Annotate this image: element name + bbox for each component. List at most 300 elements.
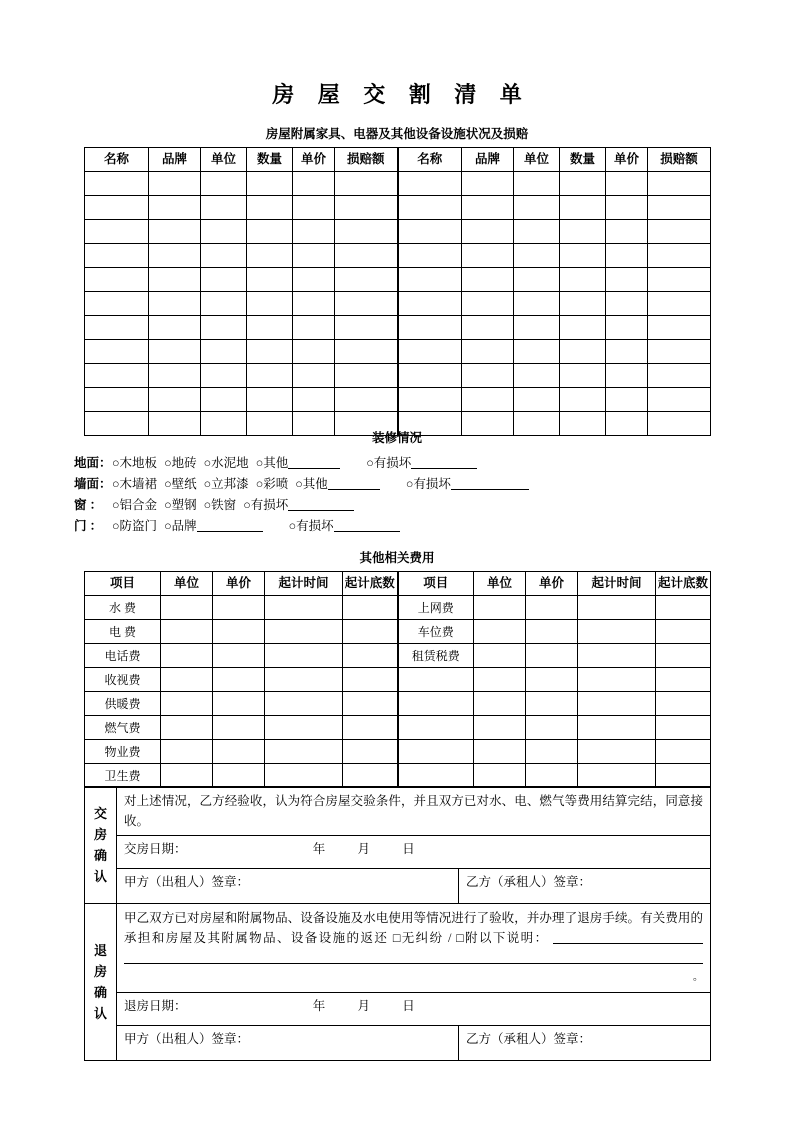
furniture-cell[interactable] <box>247 196 293 220</box>
furniture-cell[interactable] <box>398 364 462 388</box>
checkout-month-label: 月 <box>357 999 371 1013</box>
decoration-option-radio[interactable]: ○水泥地 <box>203 456 249 470</box>
fees-cell[interactable] <box>213 716 265 740</box>
decoration-option-radio[interactable]: ○地砖 <box>164 456 197 470</box>
furniture-cell[interactable] <box>335 364 398 388</box>
decoration-option-radio[interactable]: ○木墙裙 <box>112 477 158 491</box>
furniture-cell[interactable] <box>85 340 149 364</box>
checkbox-with-note[interactable]: □附以下说明： <box>456 931 549 945</box>
furniture-cell[interactable] <box>462 340 514 364</box>
furniture-cell[interactable] <box>293 268 335 292</box>
furniture-cell[interactable] <box>462 316 514 340</box>
checkout-body-row <box>85 904 711 993</box>
furniture-cell[interactable] <box>398 292 462 316</box>
furniture-cell[interactable] <box>247 220 293 244</box>
furniture-cell[interactable] <box>606 388 648 412</box>
handover-party-a-signature[interactable]: 甲方（出租人）签章： <box>117 869 459 904</box>
fees-cell[interactable] <box>656 692 711 716</box>
fees-cell[interactable] <box>474 668 526 692</box>
decoration-damage-blank[interactable] <box>334 531 400 532</box>
furniture-cell[interactable] <box>247 316 293 340</box>
table-row <box>85 340 711 364</box>
furniture-cell[interactable] <box>85 268 149 292</box>
fees-cell[interactable] <box>578 740 656 764</box>
furniture-cell[interactable] <box>648 268 711 292</box>
furniture-cell[interactable] <box>648 388 711 412</box>
furniture-cell[interactable] <box>560 316 606 340</box>
fees-cell[interactable] <box>343 620 398 644</box>
table-row <box>85 644 711 668</box>
furniture-cell[interactable] <box>335 196 398 220</box>
furniture-cell[interactable] <box>648 196 711 220</box>
fees-cell[interactable] <box>265 764 343 788</box>
decoration-other-radio[interactable]: ○其他 <box>295 477 328 491</box>
furniture-cell[interactable] <box>606 196 648 220</box>
checkout-body-text: 甲乙双方已对房屋和附属物品、设备设施及水电使用等情况进行了验收，并办理了退房手续。有关费用的承担和房屋及其附属物品、设备设施的返还 <box>124 911 704 945</box>
furniture-cell[interactable] <box>293 244 335 268</box>
furniture-col-price-left: 单价 <box>293 148 335 172</box>
fees-cell[interactable] <box>213 620 265 644</box>
checkout-date-cell[interactable] <box>117 993 711 1026</box>
furniture-cell[interactable] <box>201 388 247 412</box>
furniture-cell[interactable] <box>560 364 606 388</box>
decoration-damage-radio[interactable]: ○有损坏 <box>405 477 451 491</box>
decoration-line <box>74 495 720 516</box>
fees-cell[interactable] <box>526 596 578 620</box>
furniture-cell[interactable] <box>201 172 247 196</box>
fees-cell[interactable] <box>526 740 578 764</box>
furniture-col-name-right: 名称 <box>398 148 462 172</box>
decoration-option-radio[interactable]: ○铁窗 <box>203 498 237 512</box>
fees-cell[interactable] <box>526 644 578 668</box>
decoration-lines <box>74 453 720 537</box>
fees-cell[interactable] <box>474 716 526 740</box>
furniture-cell[interactable] <box>149 172 201 196</box>
fees-cell[interactable] <box>578 668 656 692</box>
table-row <box>85 692 711 716</box>
fees-item-label-left: 卫生费 <box>85 764 161 788</box>
furniture-cell[interactable] <box>514 244 560 268</box>
fees-cell[interactable] <box>656 716 711 740</box>
table-row <box>85 292 711 316</box>
furniture-cell[interactable] <box>560 268 606 292</box>
furniture-cell[interactable] <box>293 316 335 340</box>
furniture-cell[interactable] <box>514 316 560 340</box>
furniture-cell[interactable] <box>293 196 335 220</box>
table-row <box>85 316 711 340</box>
fees-cell[interactable] <box>161 692 213 716</box>
furniture-col-damage-left: 损赔额 <box>335 148 398 172</box>
furniture-cell[interactable] <box>398 388 462 412</box>
furniture-cell[interactable] <box>247 292 293 316</box>
checkout-note-blank-line-2[interactable] <box>124 963 703 964</box>
fees-cell[interactable] <box>343 692 398 716</box>
decoration-line-label: 门 ： <box>74 519 103 533</box>
fees-item-label-left: 水 费 <box>85 596 161 620</box>
fees-cell[interactable] <box>656 620 711 644</box>
fees-cell[interactable] <box>343 644 398 668</box>
furniture-cell[interactable] <box>85 364 149 388</box>
furniture-cell[interactable] <box>247 340 293 364</box>
furniture-cell[interactable] <box>514 292 560 316</box>
furniture-cell[interactable] <box>606 172 648 196</box>
checkout-date-row <box>85 993 711 1026</box>
fees-cell[interactable] <box>656 596 711 620</box>
furniture-col-qty-left: 数量 <box>247 148 293 172</box>
handover-vlabel-char-1: 交 <box>93 806 107 821</box>
fees-cell[interactable] <box>578 644 656 668</box>
fees-item-label-right <box>398 716 474 740</box>
furniture-cell[interactable] <box>398 268 462 292</box>
furniture-cell[interactable] <box>560 220 606 244</box>
furniture-cell[interactable] <box>335 244 398 268</box>
furniture-cell[interactable] <box>149 388 201 412</box>
fees-cell[interactable] <box>474 644 526 668</box>
furniture-cell[interactable] <box>247 172 293 196</box>
checkbox-no-dispute[interactable]: □无纠纷 <box>392 931 444 945</box>
furniture-cell[interactable] <box>201 196 247 220</box>
page-title: 房 屋 交 割 清 单 <box>272 82 531 107</box>
fees-cell[interactable] <box>526 620 578 644</box>
fees-cell[interactable] <box>161 764 213 788</box>
checkout-party-b-signature[interactable]: 乙方（承租人）签章： <box>459 1026 711 1061</box>
fees-item-label-right <box>398 692 474 716</box>
fees-cell[interactable] <box>161 620 213 644</box>
handover-date-label: 交房日期： <box>124 842 187 856</box>
furniture-cell[interactable] <box>606 364 648 388</box>
decoration-damage-blank[interactable] <box>451 489 529 490</box>
table-row <box>85 268 711 292</box>
fees-cell[interactable] <box>578 716 656 740</box>
furniture-cell[interactable] <box>335 220 398 244</box>
furniture-cell[interactable] <box>85 220 149 244</box>
decoration-option-radio[interactable]: ○防盗门 <box>112 519 158 533</box>
fees-cell[interactable] <box>161 644 213 668</box>
furniture-col-brand-left: 品牌 <box>149 148 201 172</box>
furniture-cell[interactable] <box>293 220 335 244</box>
checkout-note-blank-line-1[interactable] <box>553 943 703 944</box>
furniture-cell[interactable] <box>462 220 514 244</box>
decoration-other-radio[interactable]: ○品牌 <box>164 519 197 533</box>
furniture-cell[interactable] <box>85 388 149 412</box>
fees-cell[interactable] <box>343 716 398 740</box>
decoration-option-radio[interactable]: ○木地板 <box>112 456 158 470</box>
furniture-cell[interactable] <box>293 292 335 316</box>
fees-cell[interactable] <box>265 692 343 716</box>
fees-cell[interactable] <box>526 764 578 788</box>
furniture-col-price-right: 单价 <box>606 148 648 172</box>
fees-cell[interactable] <box>265 740 343 764</box>
decoration-line-label: 墙面： <box>74 477 112 491</box>
furniture-cell[interactable] <box>462 364 514 388</box>
fees-table <box>84 571 711 788</box>
handover-month-label: 月 <box>357 842 371 856</box>
fees-cell[interactable] <box>343 668 398 692</box>
furniture-cell[interactable] <box>85 244 149 268</box>
furniture-cell[interactable] <box>648 244 711 268</box>
checkout-body-cell <box>117 904 711 993</box>
furniture-cell[interactable] <box>560 292 606 316</box>
furniture-cell[interactable] <box>149 316 201 340</box>
fees-item-label-left: 电 费 <box>85 620 161 644</box>
decoration-other-blank[interactable] <box>288 468 340 469</box>
furniture-cell[interactable] <box>560 196 606 220</box>
furniture-cell[interactable] <box>398 244 462 268</box>
furniture-cell[interactable] <box>560 244 606 268</box>
furniture-cell[interactable] <box>606 316 648 340</box>
fees-item-label-left: 电话费 <box>85 644 161 668</box>
fees-cell[interactable] <box>161 716 213 740</box>
furniture-cell[interactable] <box>648 316 711 340</box>
furniture-cell[interactable] <box>335 316 398 340</box>
fees-item-label-right: 车位费 <box>398 620 474 644</box>
furniture-cell[interactable] <box>398 220 462 244</box>
fees-cell[interactable] <box>343 764 398 788</box>
decoration-section <box>74 428 720 537</box>
fees-item-label-right <box>398 740 474 764</box>
furniture-cell[interactable] <box>85 196 149 220</box>
furniture-cell[interactable] <box>293 388 335 412</box>
fees-col-item-right: 项目 <box>398 572 474 596</box>
furniture-cell[interactable] <box>201 292 247 316</box>
decoration-other-radio[interactable]: ○其他 <box>255 456 289 470</box>
decoration-line <box>74 453 720 474</box>
furniture-cell[interactable] <box>462 292 514 316</box>
table-row <box>85 668 711 692</box>
handover-vlabel-char-2: 房 <box>93 827 107 842</box>
furniture-cell[interactable] <box>293 340 335 364</box>
furniture-cell[interactable] <box>462 172 514 196</box>
fees-cell[interactable] <box>265 716 343 740</box>
decoration-option-radio[interactable]: ○立邦漆 <box>203 477 249 491</box>
fees-col-price-left: 单价 <box>213 572 265 596</box>
furniture-cell[interactable] <box>85 292 149 316</box>
fees-cell[interactable] <box>578 596 656 620</box>
furniture-cell[interactable] <box>462 388 514 412</box>
checkout-year-label: 年 <box>312 999 326 1013</box>
decoration-other-blank[interactable] <box>328 489 380 490</box>
fees-cell[interactable] <box>213 596 265 620</box>
furniture-cell[interactable] <box>514 340 560 364</box>
fees-cell[interactable] <box>343 596 398 620</box>
furniture-cell[interactable] <box>398 172 462 196</box>
table-row <box>85 364 711 388</box>
furniture-cell[interactable] <box>149 220 201 244</box>
furniture-cell[interactable] <box>149 196 201 220</box>
handover-day-label: 日 <box>402 842 415 856</box>
furniture-cell[interactable] <box>201 316 247 340</box>
fees-cell[interactable] <box>265 620 343 644</box>
fees-item-label-right: 上网费 <box>398 596 474 620</box>
fees-cell[interactable] <box>526 716 578 740</box>
furniture-cell[interactable] <box>149 268 201 292</box>
furniture-cell[interactable] <box>560 172 606 196</box>
furniture-cell[interactable] <box>335 268 398 292</box>
confirmation-table <box>84 786 711 1061</box>
fees-item-label-left: 收视费 <box>85 668 161 692</box>
fees-cell[interactable] <box>213 668 265 692</box>
decoration-option-radio[interactable]: ○彩喷 <box>255 477 289 491</box>
furniture-cell[interactable] <box>85 316 149 340</box>
fees-cell[interactable] <box>161 668 213 692</box>
fees-cell[interactable] <box>526 692 578 716</box>
handover-vlabel-char-3: 确 <box>93 848 107 863</box>
table-row <box>85 220 711 244</box>
furniture-cell[interactable] <box>462 196 514 220</box>
fees-cell[interactable] <box>474 764 526 788</box>
furniture-cell[interactable] <box>648 364 711 388</box>
fees-section <box>84 548 710 788</box>
furniture-cell[interactable] <box>293 172 335 196</box>
table-row <box>85 620 711 644</box>
furniture-cell[interactable] <box>201 340 247 364</box>
fees-cell[interactable] <box>578 620 656 644</box>
fees-col-starttime-right: 起计时间 <box>578 572 656 596</box>
furniture-cell[interactable] <box>560 388 606 412</box>
furniture-cell[interactable] <box>247 388 293 412</box>
furniture-cell[interactable] <box>648 172 711 196</box>
furniture-cell[interactable] <box>462 244 514 268</box>
furniture-cell[interactable] <box>648 220 711 244</box>
fees-header-row <box>85 572 711 596</box>
checkout-party-a-signature[interactable]: 甲方（出租人）签章： <box>117 1026 459 1061</box>
handover-date-cell[interactable] <box>117 836 711 869</box>
fees-item-label-right <box>398 764 474 788</box>
fees-cell[interactable] <box>213 692 265 716</box>
furniture-cell[interactable] <box>648 340 711 364</box>
fees-col-startbase-left: 起计底数 <box>343 572 398 596</box>
furniture-cell[interactable] <box>398 196 462 220</box>
table-row <box>85 596 711 620</box>
fees-col-starttime-left: 起计时间 <box>265 572 343 596</box>
furniture-cell[interactable] <box>335 172 398 196</box>
fees-cell[interactable] <box>161 740 213 764</box>
fees-cell[interactable] <box>474 620 526 644</box>
decoration-other-blank[interactable] <box>197 531 263 532</box>
furniture-cell[interactable] <box>606 340 648 364</box>
furniture-cell[interactable] <box>247 244 293 268</box>
handover-party-b-signature[interactable]: 乙方（承租人）签章： <box>459 869 711 904</box>
handover-body-text: 对上述情况，乙方经验收，认为符合房屋交验条件，并且双方已对水、电、燃气等费用结算完结，同意接收。 <box>117 787 711 836</box>
fees-col-unit-left: 单位 <box>161 572 213 596</box>
furniture-cell[interactable] <box>149 244 201 268</box>
fees-cell[interactable] <box>656 740 711 764</box>
fees-item-label-left: 供暖费 <box>85 692 161 716</box>
fees-cell[interactable] <box>265 644 343 668</box>
furniture-cell[interactable] <box>201 364 247 388</box>
fees-table-body <box>85 596 711 788</box>
decoration-damage-radio[interactable]: ○有损坏 <box>243 498 289 512</box>
fees-cell[interactable] <box>343 740 398 764</box>
fees-col-unit-right: 单位 <box>474 572 526 596</box>
furniture-col-qty-right: 数量 <box>560 148 606 172</box>
fees-col-price-right: 单价 <box>526 572 578 596</box>
fees-cell[interactable] <box>656 764 711 788</box>
furniture-cell[interactable] <box>247 364 293 388</box>
fees-cell[interactable] <box>474 596 526 620</box>
furniture-cell[interactable] <box>514 172 560 196</box>
decoration-line-label: 地面： <box>74 456 112 470</box>
fees-col-item-left: 项目 <box>85 572 161 596</box>
furniture-cell[interactable] <box>247 268 293 292</box>
furniture-col-damage-right: 损赔额 <box>648 148 711 172</box>
fees-cell[interactable] <box>526 668 578 692</box>
fees-cell[interactable] <box>213 740 265 764</box>
furniture-col-unit-right: 单位 <box>514 148 560 172</box>
furniture-cell[interactable] <box>606 244 648 268</box>
furniture-cell[interactable] <box>201 268 247 292</box>
checkout-vlabel-char-3: 确 <box>93 985 107 1000</box>
furniture-cell[interactable] <box>398 316 462 340</box>
fees-cell[interactable] <box>474 740 526 764</box>
furniture-cell[interactable] <box>201 244 247 268</box>
fees-cell[interactable] <box>656 644 711 668</box>
furniture-header-row <box>85 148 711 172</box>
fees-cell[interactable] <box>265 668 343 692</box>
furniture-cell[interactable] <box>606 268 648 292</box>
handover-body-row <box>85 787 711 836</box>
fees-cell[interactable] <box>578 692 656 716</box>
checkout-vlabel-char-2: 房 <box>93 964 107 979</box>
fees-item-label-right: 租赁税费 <box>398 644 474 668</box>
fees-cell[interactable] <box>578 764 656 788</box>
decoration-line <box>74 516 720 537</box>
decoration-line-label: 窗 ： <box>74 498 103 512</box>
handover-date-row <box>85 836 711 869</box>
furniture-cell[interactable] <box>514 388 560 412</box>
furniture-cell[interactable] <box>335 340 398 364</box>
fees-cell[interactable] <box>474 692 526 716</box>
decoration-option-radio[interactable]: ○塑钢 <box>164 498 197 512</box>
furniture-cell[interactable] <box>201 220 247 244</box>
furniture-cell[interactable] <box>149 292 201 316</box>
furniture-cell[interactable] <box>560 340 606 364</box>
furniture-cell[interactable] <box>514 268 560 292</box>
fees-cell[interactable] <box>656 668 711 692</box>
furniture-cell[interactable] <box>606 220 648 244</box>
fees-cell[interactable] <box>265 596 343 620</box>
furniture-cell[interactable] <box>462 268 514 292</box>
furniture-cell[interactable] <box>293 364 335 388</box>
furniture-cell[interactable] <box>606 292 648 316</box>
handover-signature-row <box>85 869 711 904</box>
decoration-damage-radio[interactable]: ○有损坏 <box>366 456 412 470</box>
decoration-damage-blank[interactable] <box>411 468 477 469</box>
furniture-cell[interactable] <box>335 292 398 316</box>
checkout-separator: / <box>448 931 452 945</box>
fees-cell[interactable] <box>213 644 265 668</box>
decoration-damage-radio[interactable]: ○有损坏 <box>288 519 334 533</box>
checkout-vlabel-char-1: 退 <box>93 943 107 958</box>
furniture-col-brand-right: 品牌 <box>462 148 514 172</box>
fees-cell[interactable] <box>213 764 265 788</box>
fees-cell[interactable] <box>161 596 213 620</box>
furniture-cell[interactable] <box>398 340 462 364</box>
furniture-cell[interactable] <box>648 292 711 316</box>
furniture-cell[interactable] <box>514 364 560 388</box>
furniture-cell[interactable] <box>149 340 201 364</box>
furniture-cell[interactable] <box>149 364 201 388</box>
decoration-option-radio[interactable]: ○铝合金 <box>112 498 158 512</box>
furniture-cell[interactable] <box>335 388 398 412</box>
furniture-cell[interactable] <box>514 220 560 244</box>
fees-item-label-left: 物业费 <box>85 740 161 764</box>
furniture-cell[interactable] <box>514 196 560 220</box>
decoration-option-radio[interactable]: ○壁纸 <box>164 477 197 491</box>
decoration-line <box>74 474 720 495</box>
decoration-damage-blank[interactable] <box>288 510 354 511</box>
furniture-cell[interactable] <box>85 172 149 196</box>
